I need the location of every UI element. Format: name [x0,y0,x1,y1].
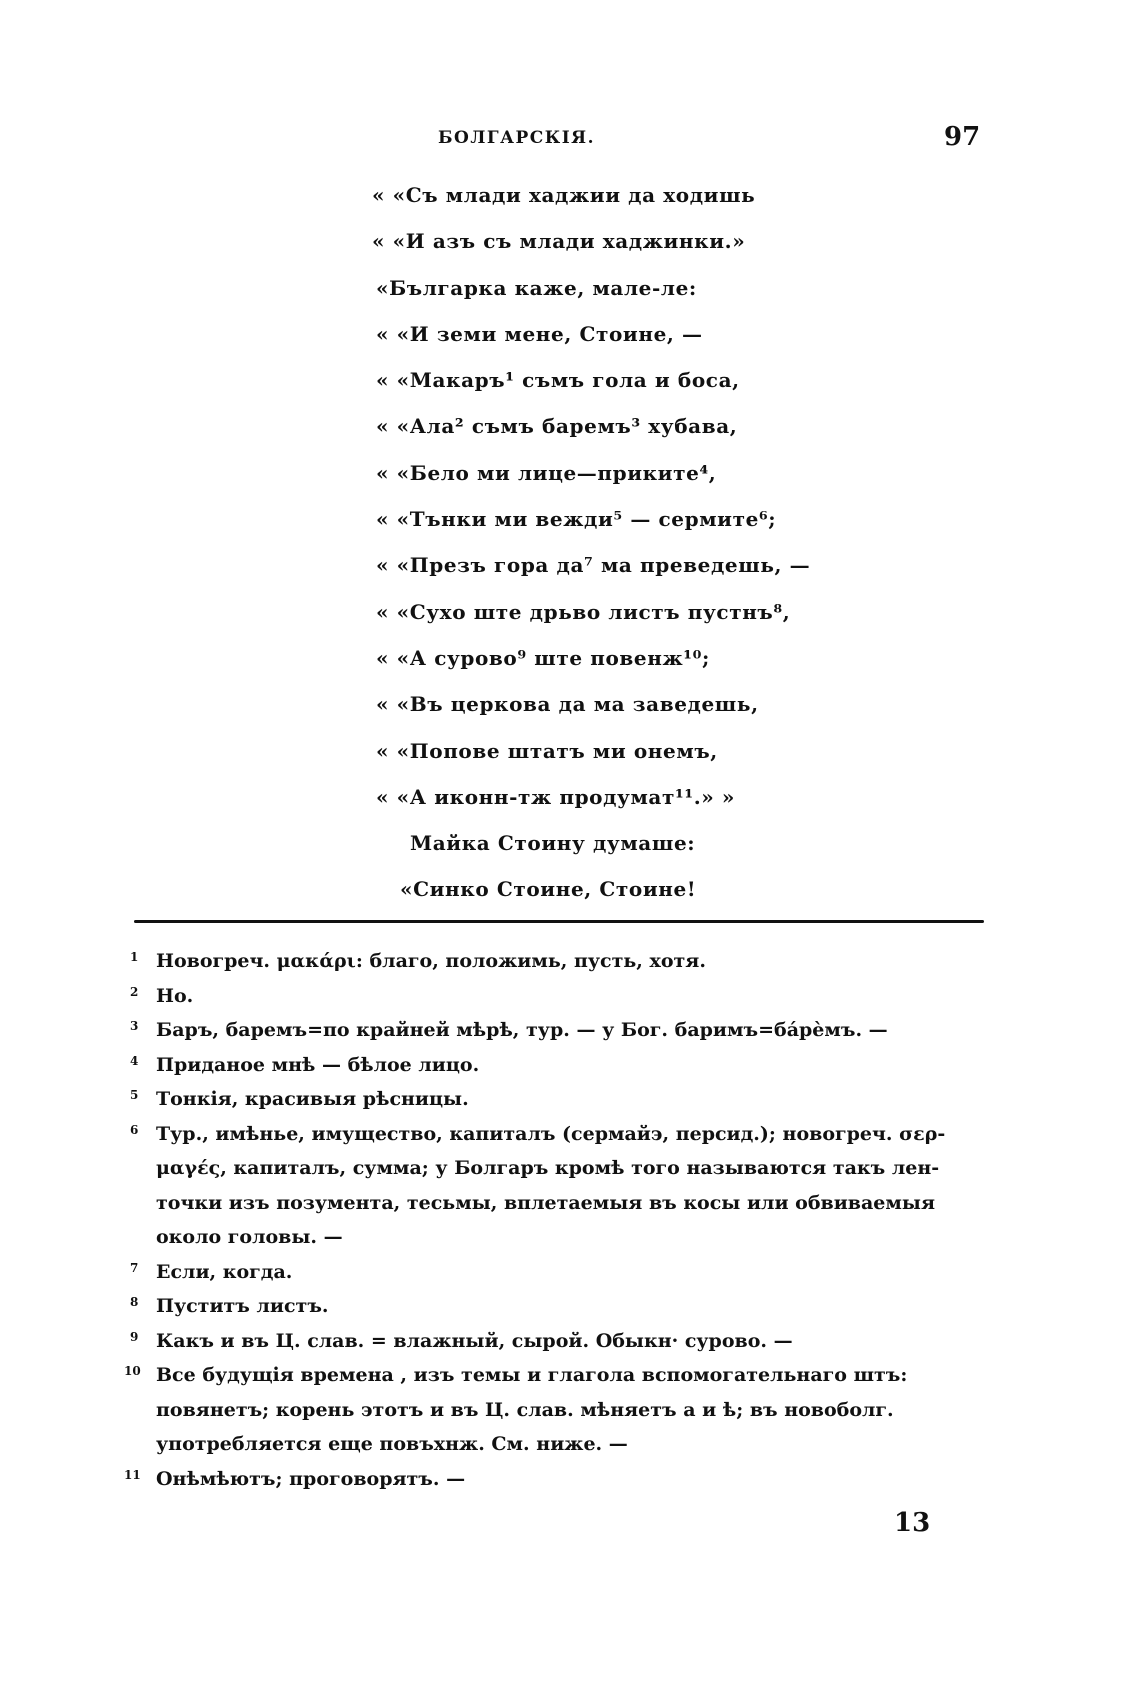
footnote [130,1255,1000,1290]
footnote-text: повянетъ; корень этотъ и въ Ц. слав. мѣняетъ а и ѣ; въ новоболг. [156,1398,894,1421]
footnote-text: Но. [156,984,194,1007]
verse-line: « «Въ церкова да ма заведешь, [376,692,759,717]
footnote-text: Приданое мнѣ — бѣлое лицо. [156,1053,480,1076]
footnote-text: μαγές, капиталъ, сумма; у Болгаръ кромѣ того называются такъ лен- [156,1157,940,1179]
footnote-text: Тур., имѣнье, имущество, капиталъ (сермайэ, персид.); новогреч. σερ- [156,1122,946,1145]
footnote-number: 7 [130,1260,139,1275]
footnotes-list [124,944,1000,1496]
footnote-text: около головы. — [156,1226,343,1248]
verse-line: « «А сурово⁹ ште повенж¹⁰; [376,645,710,670]
footnote [130,944,1000,979]
footnote-text: Если, когда. [156,1260,293,1283]
footnote-number: 3 [130,1019,139,1033]
verse-line: « «Попове штатъ ми онемъ, [376,738,718,763]
footnote [130,1048,1000,1083]
verse-block [372,180,892,921]
footnote-text: Баръ, баремъ=по крайней мѣрѣ, тур. — у Бог. баримъ=бáрѐмъ. — [156,1019,888,1041]
verse-line: Майка Стоину думаше: [410,831,696,856]
footnote [130,1013,1000,1048]
footnote [130,1324,1000,1359]
verse-line: «Българка каже, мале-ле: [376,275,697,300]
footnote [130,979,1000,1014]
verse-line: « «А иконн-тж продумат¹¹.» » [376,784,736,809]
verse-line: « «И земи мене, Стоине, — [376,321,703,346]
footnote-text: Новогреч. μακάρι: благо, положимь, пусть, хотя. [156,950,706,972]
footnote-text: Тонкія, красивыя рѣсницы. [156,1088,469,1110]
footnote-number: 5 [130,1088,139,1102]
footnote-text: точки изъ позумента, тесьмы, вплетаемыя въ косы или обвиваемыя [156,1191,935,1214]
page-signature-number: 13 [894,1508,931,1538]
footnote [130,1082,1000,1117]
verse-line: « «Бело ми лице—приките⁴, [376,460,717,485]
footnote [130,1117,1000,1255]
verse-line: « «Тънки ми вежди⁵ — сермите⁶; [376,507,777,532]
footnote-number: 11 [124,1467,141,1482]
footnote-text: Пуститъ листъ. [156,1295,329,1317]
footnote [124,1358,1000,1462]
footnote-number: 1 [130,950,139,964]
footnote-separator-rule [134,920,984,923]
footnote-text: Онѣмѣютъ; проговорятъ. — [156,1467,466,1490]
verse-line: « «Макаръ¹ съмъ гола и боса, [376,368,740,393]
footnote-number: 6 [130,1122,139,1137]
footnote-number: 9 [130,1329,139,1344]
running-header-page-number: 97 [944,122,981,152]
footnote-text: Какъ и въ Ц. слав. = влажный, сырой. Обыкн· сурово. — [156,1329,793,1352]
footnote-number: 2 [130,984,139,999]
footnote-number: 10 [124,1364,141,1378]
verse-line: « «Презъ гора да⁷ ма преведешь, — [376,553,811,578]
verse-line: « «Сухо ште дрьво листъ пустнъ⁸, [376,599,791,624]
footnote-number: 4 [130,1053,139,1068]
footnote-text: употребляется еще повъхнж. См. ниже. — [156,1433,628,1455]
verse-line: « «И азъ съ млади хаджинки.» [372,229,746,254]
verse-line: «Синко Стоине, Стоине! [400,877,697,902]
verse-line: « «Съ млади хаджии да ходишь [372,183,756,207]
footnote [124,1462,1000,1497]
footnote-text: Все будущія времена , изъ темы и глагола вспомогательнаго штъ: [156,1364,908,1386]
running-header-title: БОЛГАРСКІЯ. [438,128,596,148]
footnote-number: 8 [130,1295,139,1309]
verse-line: « «Ала² съмъ баремъ³ хубава, [376,414,738,439]
footnote [130,1289,1000,1324]
